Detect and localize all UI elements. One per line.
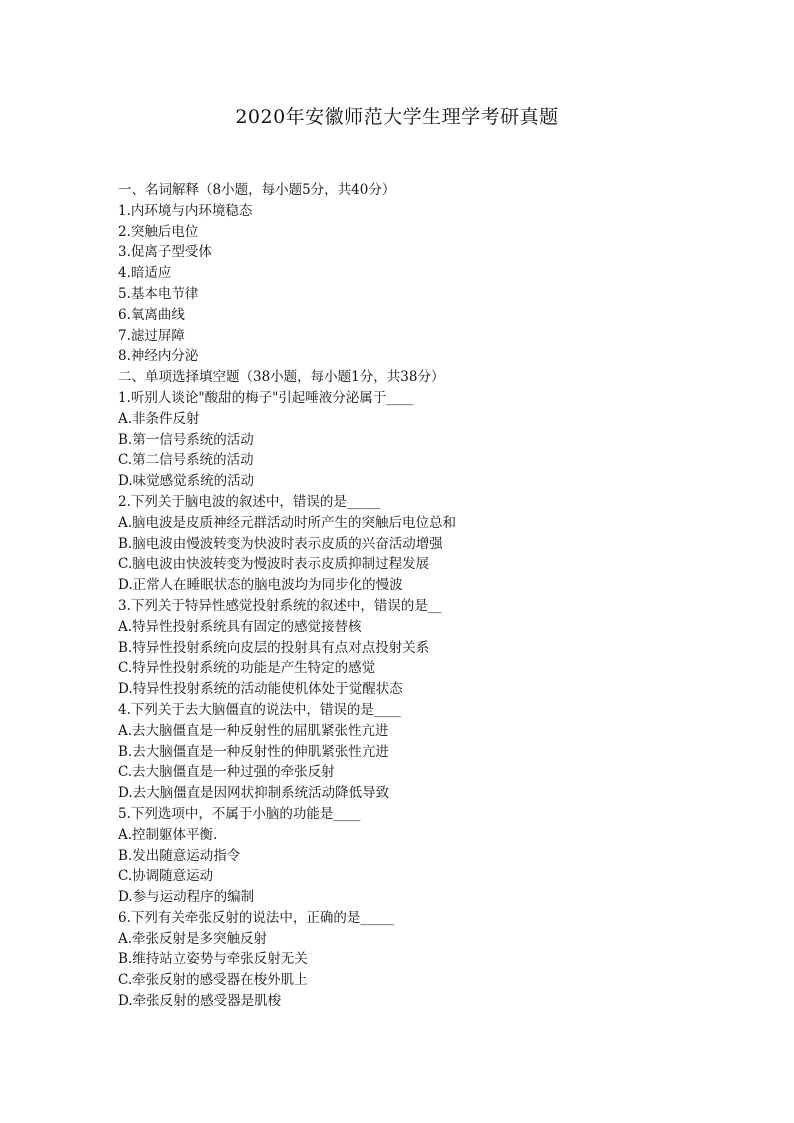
term-item: 8.神经内分泌 xyxy=(118,348,199,365)
question-option: B.脑电波由慢波转变为快波时表示皮质的兴奋活动增强 xyxy=(118,535,443,552)
question-option: A.脑电波是皮质神经元群活动时所产生的突触后电位总和 xyxy=(118,514,457,531)
question-option: B.特异性投射系统向皮层的投射具有点对点投射关系 xyxy=(118,639,430,656)
question-option: B.第一信号系统的活动 xyxy=(118,431,254,448)
question-stem: 3.下列关于特异性感觉投射系统的叙述中，错误的是__ xyxy=(118,597,442,614)
question-stem: 4.下列关于去大脑僵直的说法中，错误的是____ xyxy=(118,701,401,718)
question-option: D.参与运动程序的编制 xyxy=(118,889,255,906)
question-option: A.非条件反射 xyxy=(118,410,200,427)
section-heading: 一、名词解释（8小题，每小题5分，共40分） xyxy=(118,182,396,198)
question-option: B.维持站立姿势与牵张反射无关 xyxy=(118,951,308,968)
question-option: A.控制躯体平衡. xyxy=(118,826,218,843)
question-option: A.去大脑僵直是一种反射性的屈肌紧张性亢进 xyxy=(118,722,389,739)
question-option: C.第二信号系统的活动 xyxy=(118,452,254,469)
term-item: 5.基本电节律 xyxy=(118,285,199,302)
question-stem: 6.下列有关牵张反射的说法中，正确的是_____ xyxy=(118,909,395,926)
term-item: 3.促离子型受体 xyxy=(118,244,212,261)
term-item: 7.滤过屏障 xyxy=(118,327,185,344)
question-stem: 5.下列选项中，不属于小脑的功能是____ xyxy=(118,805,361,822)
question-option: C.牵张反射的感受器在梭外肌上 xyxy=(118,972,308,989)
question-option: D.去大脑僵直是因网状抑制系统活动降低导致 xyxy=(118,785,390,802)
page-title: 2020年安徽师范大学生理学考研真题 xyxy=(235,106,559,128)
term-item: 6.氧离曲线 xyxy=(118,306,185,323)
exam-content xyxy=(118,180,718,1012)
question-option: D.特异性投射系统的活动能使机体处于觉醒状态 xyxy=(118,681,403,698)
question-option: B.发出随意运动指令 xyxy=(118,847,241,864)
question-option: B.去大脑僵直是一种反射性的伸肌紧张性亢进 xyxy=(118,743,389,760)
term-item: 1.内环境与内环境稳态 xyxy=(118,202,253,219)
section-heading: 二、单项选择填空题（38小题，每小题1分，共38分） xyxy=(118,369,445,386)
term-item: 4.暗适应 xyxy=(118,265,172,282)
question-option: D.味觉感觉系统的活动 xyxy=(118,473,255,490)
question-option: D.正常人在睡眠状态的脑电波均为同步化的慢波 xyxy=(118,577,403,594)
question-option: D.牵张反射的感受器是肌梭 xyxy=(118,993,282,1010)
question-stem: 1.听别人谈论"酸甜的梅子"引起唾液分泌属于____ xyxy=(118,389,414,406)
question-option: C.特异性投射系统的功能是产生特定的感觉 xyxy=(118,660,376,677)
term-item: 2.突触后电位 xyxy=(118,223,199,240)
question-option: C.去大脑僵直是一种过强的牵张反射 xyxy=(118,764,335,781)
question-option: A.牵张反射是多突触反射 xyxy=(118,930,268,947)
question-stem: 2.下列关于脑电波的叙述中，错误的是_____ xyxy=(118,493,381,510)
question-option: C.脑电波由快波转变为慢波时表示皮质抑制过程发展 xyxy=(118,556,430,573)
question-option: A.特异性投射系统具有固定的感觉接替核 xyxy=(118,618,362,635)
question-option: C.协调随意运动 xyxy=(118,868,214,885)
